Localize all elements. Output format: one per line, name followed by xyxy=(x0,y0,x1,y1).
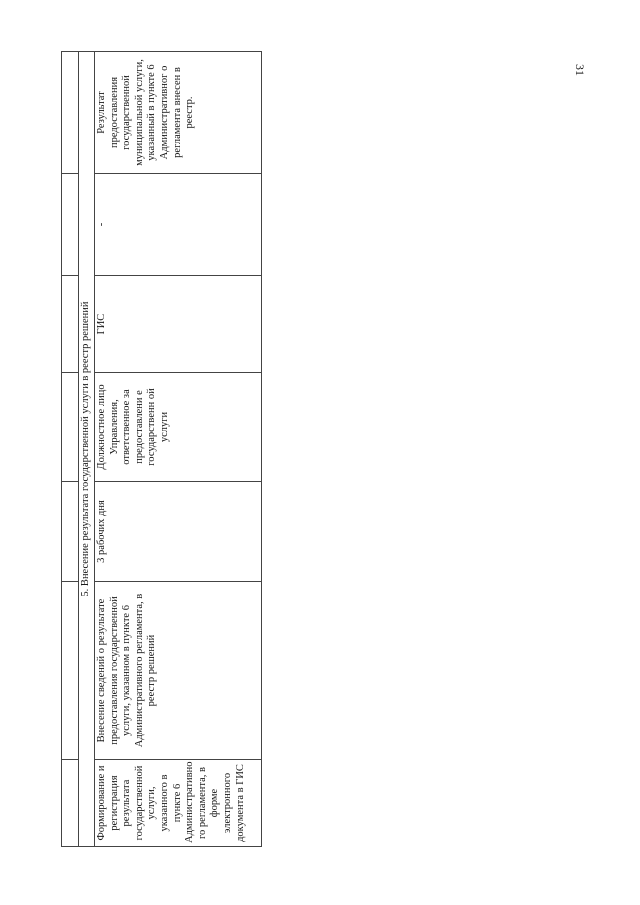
cell-result: Результат предоставления государственной муниципальной услуги, указанный в пункте 6 Административног о регламента внесен в реестр. xyxy=(95,52,262,174)
procedure-table xyxy=(61,51,262,847)
cell-basis: Формирование и регистрация результата государственной услуги, указанного в пункте 6 Административно го регламента, в форме электронного документа в ГИС xyxy=(95,760,262,847)
cell-responsible: Должностное лицо Управления, ответственное за предоставлени е государственн ой услуги xyxy=(95,373,262,482)
top-cell xyxy=(62,760,79,847)
top-cell xyxy=(62,276,79,373)
cell-action: Внесение сведений о результате предоставления государственной услуги, указанном в пункте 6 Административного регламента, в реестр решений xyxy=(95,582,262,760)
top-cell xyxy=(62,373,79,482)
section-row xyxy=(79,52,95,847)
section-title: 5. Внесение результата государственной услуги в реестр решений xyxy=(79,52,95,847)
top-cell xyxy=(62,582,79,760)
table-row xyxy=(95,52,262,847)
rotated-table-wrapper xyxy=(61,52,254,847)
cell-system: ГИС xyxy=(95,276,262,373)
top-cell xyxy=(62,482,79,582)
top-cell xyxy=(62,52,79,174)
cell-criteria: - xyxy=(95,174,262,276)
top-cell xyxy=(62,174,79,276)
cell-term: 3 рабочих дня xyxy=(95,482,262,582)
page-number: 31 xyxy=(573,64,587,76)
table-top-row xyxy=(62,52,79,847)
